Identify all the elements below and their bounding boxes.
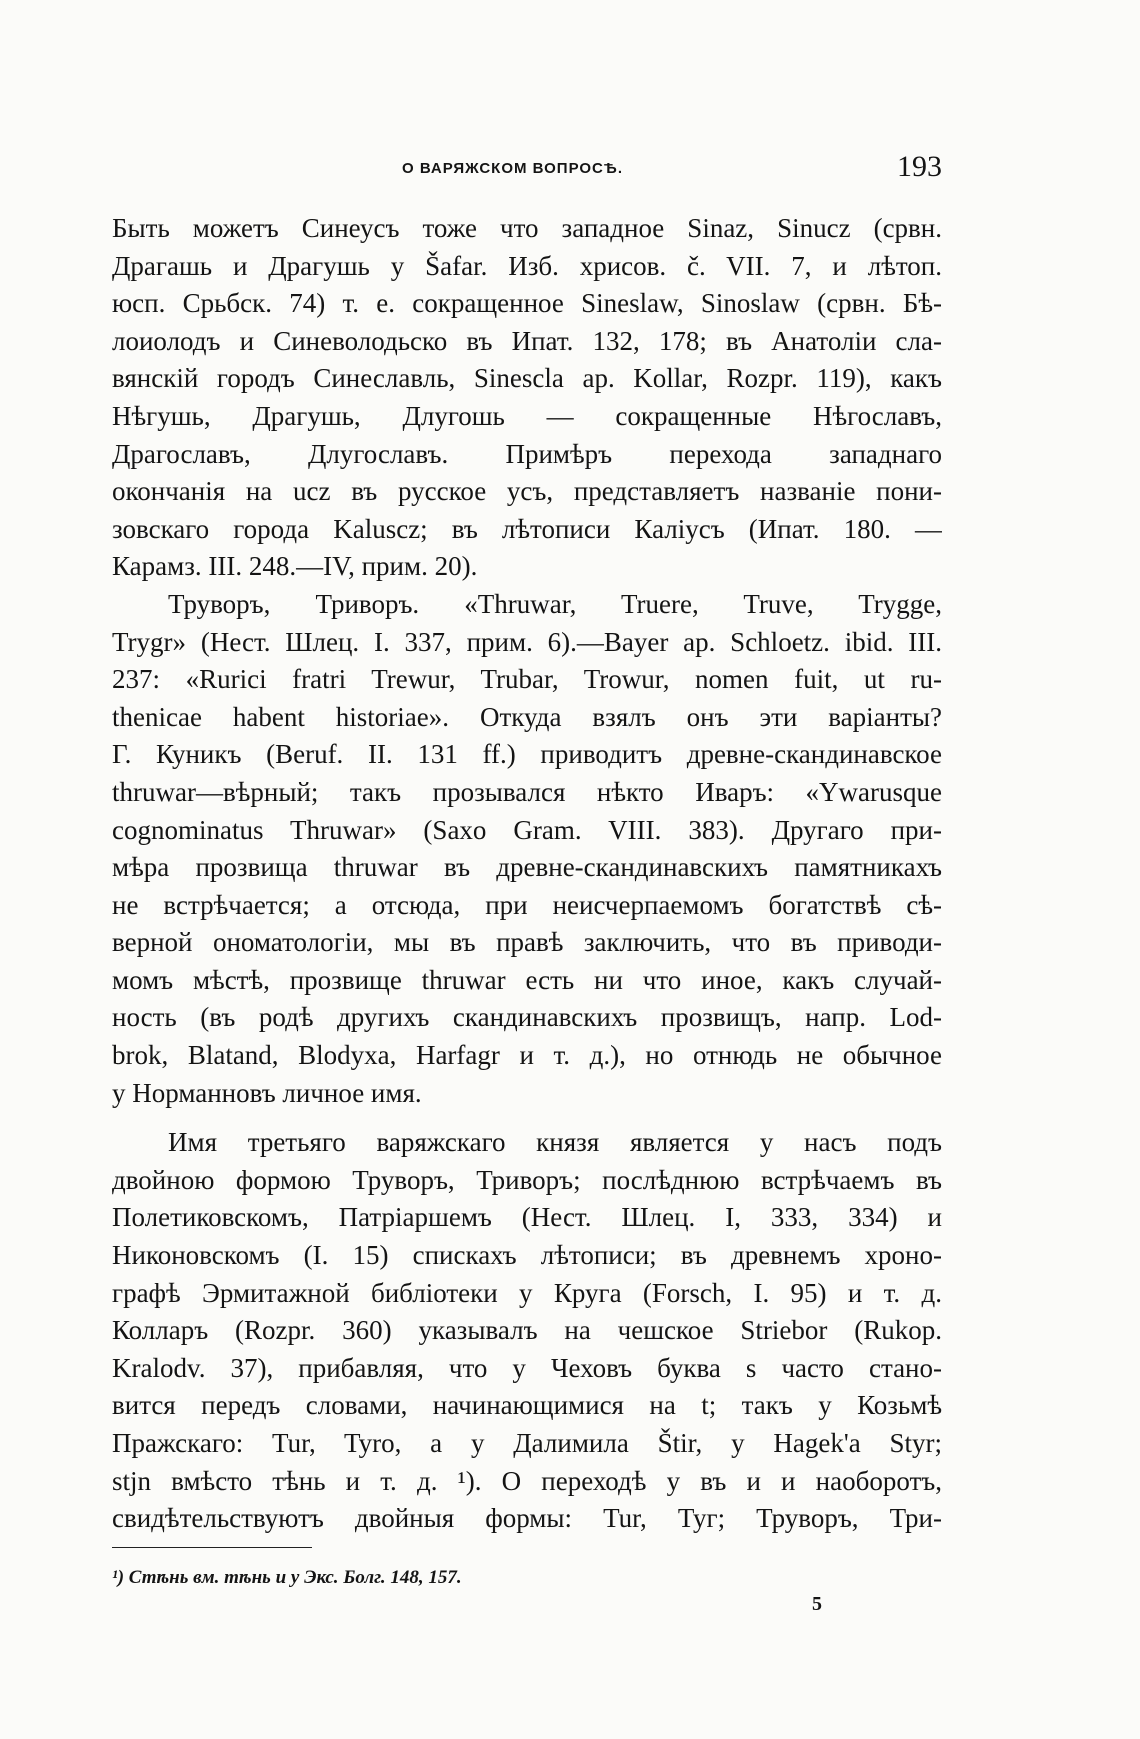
text-line: Быть можетъ Синеусъ тоже что западное Sinaz, Sinucz (срвн. <box>112 213 942 243</box>
text-line: brok, Blatand, Blodyxa, Harfagr и т. д.), но отнюдь не обычное <box>112 1040 942 1071</box>
text-line: окончанія на ucz въ русское усъ, представляетъ названіе пони- <box>112 476 942 507</box>
body-text <box>112 210 942 1538</box>
text-line: момъ мѣстѣ, прозвище thruwar есть ни что иное, какъ случай- <box>112 964 942 995</box>
page-number: 193 <box>897 150 942 183</box>
text-line: Карамз. III. 248.—IV, прим. 20). <box>112 551 478 582</box>
paragraph-gap <box>112 1112 942 1124</box>
text-line: Kralodv. 37), прибавляя, что у Чеховъ буква s часто стано- <box>112 1352 942 1383</box>
paragraph-2 <box>112 1124 942 1538</box>
text-line: thruwar—вѣрный; такъ прозывался нѣкто Иваръ: «Ywarusque <box>112 776 942 807</box>
page-header <box>112 150 942 190</box>
text-line: не встрѣчается; а отсюда, при неисчерпаемомъ богатствѣ сѣ- <box>112 889 942 920</box>
text-line: у Норманновъ личное имя. <box>112 1077 422 1108</box>
text-line: Trygr» (Нест. Шлец. I. 337, прим. 6).—Bayer ap. Schloetz. ibid. III. <box>112 626 942 657</box>
text-line: stjn вмѣсто тѣнь и т. д. ¹). О переходѣ у въ и и наоборотъ, <box>112 1465 942 1496</box>
text-line: верной ономатологіи, мы въ правѣ заключить, что въ приводи- <box>112 927 942 958</box>
running-head: О ВАРЯЖСКОМ ВОПРОСѢ. <box>402 160 624 177</box>
text-line: лоиолодъ и Синеволодьско въ Ипат. 132, 178; въ Анатоліи сла- <box>112 325 942 356</box>
text-line: двойною формою Труворъ, Триворъ; послѣднюю встрѣчаемъ въ <box>112 1164 942 1195</box>
text-line: cognominatus Thruwar» (Saxo Gram. VIII. 383). Другаго при- <box>112 814 942 845</box>
text-line: Полетиковскомъ, Патріаршемъ (Нест. Шлец. I, 333, 334) и <box>112 1202 942 1233</box>
text-line: 237: «Rurici fratri Trewur, Trubar, Trowur, nomen fuit, ut ru- <box>112 664 942 695</box>
text-line: мѣра прозвища thruwar въ древне-скандинавскихъ памятникахъ <box>112 852 942 883</box>
text-line: графѣ Эрмитажной библіотеки у Круга (Forsch, I. 95) и т. д. <box>112 1277 942 1308</box>
text-line: thenicae habent historiae». Откуда взялъ онъ эти варіанты? <box>112 701 942 732</box>
text-line: Г. Куникъ (Beruf. II. 131 ff.) приводитъ древне-скандинавское <box>112 739 942 770</box>
footnote: ¹) Стѣнь вм. тѣнь и у Экс. Болг. 148, 157. <box>112 1567 462 1588</box>
text-line: Колларъ (Rozpr. 360) указывалъ на чешское Striebor (Rukop. <box>112 1315 942 1346</box>
text-line: свидѣтельствуютъ двойныя формы: Tur, Туг; Труворъ, Три- <box>112 1503 942 1534</box>
text-line: вянскій городъ Синеславль, Sinescla ар. Kollar, Rozpr. 119), какъ <box>112 363 942 394</box>
paragraph-1 <box>112 210 942 1112</box>
text-line: Драгашь и Драгушь у Šafar. Изб. хрисов. č. VII. 7, и лѣтоп. <box>112 250 942 281</box>
footnote-divider <box>112 1547 312 1548</box>
text-line: Труворъ, Триворъ. «Thruwar, Truere, Truve, Trygge, <box>168 588 942 619</box>
text-line: ность (въ родѣ другихъ скандинавскихъ прозвищъ, напр. Lod- <box>112 1002 942 1033</box>
signature-mark: 5 <box>812 1593 822 1615</box>
text-line: юсп. Срьбск. 74) т. е. сокращенное Sineslaw, Sinoslaw (срвн. Бѣ- <box>112 288 942 319</box>
text-line: Драгославъ, Длугославъ. Примѣръ перехода западнаго <box>112 438 942 469</box>
text-line: Нѣгушь, Драгушь, Длугошь — сокращенные Нѣгославъ, <box>112 400 942 431</box>
text-line: зовскаго города Kaluscz; въ лѣтописи Калiусъ (Ипат. 180. — <box>112 513 942 544</box>
text-line: Пражскаго: Tur, Tyro, а у Далимила Štir, у Hagek'a Styr; <box>112 1428 942 1458</box>
text-line: Никоновскомъ (I. 15) спискахъ лѣтописи; въ древнемъ хроно- <box>112 1240 942 1271</box>
text-line: вится передъ словами, начинающимися на t; такъ у Козьмѣ <box>112 1390 942 1421</box>
text-line: Имя третьяго варяжскаго князя является у насъ подъ <box>168 1127 942 1158</box>
